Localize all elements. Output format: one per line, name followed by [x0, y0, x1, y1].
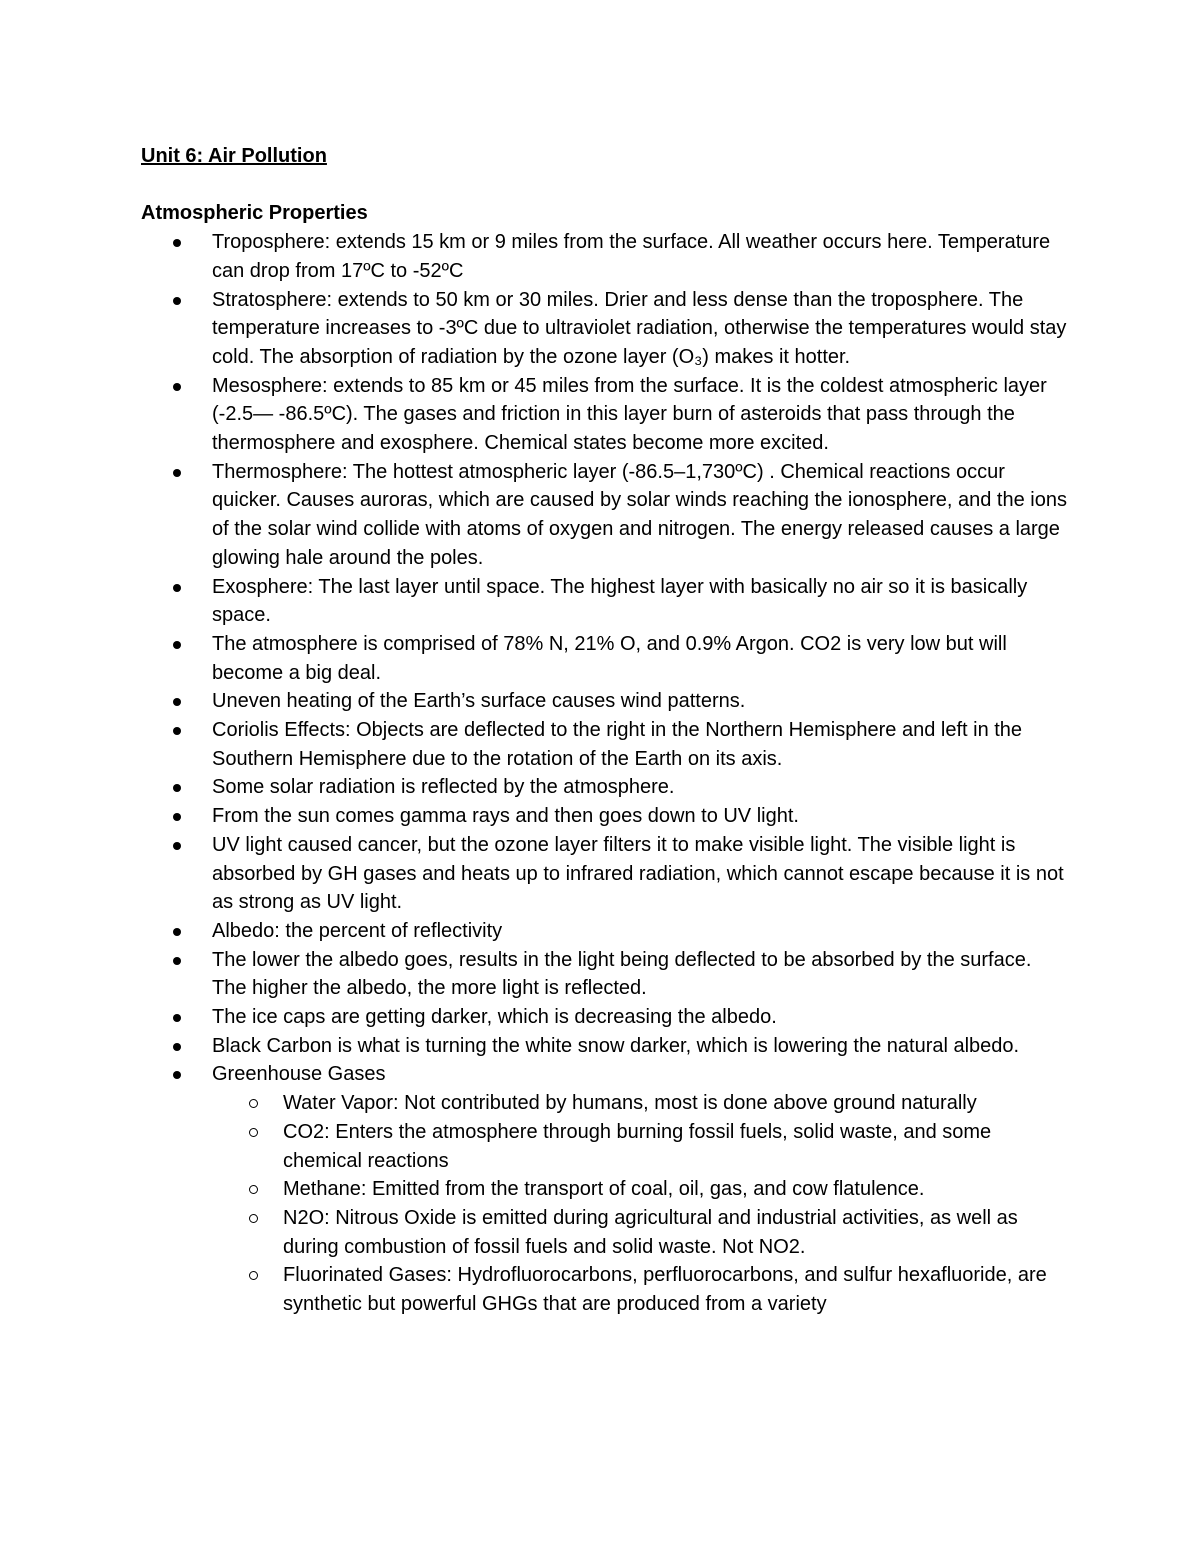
list-item-text: Exosphere: The last layer until space. The highest layer with basically no air so it is basically space.	[212, 575, 1028, 627]
sub-list-item	[212, 1175, 1071, 1204]
list-item-text: Coriolis Effects: Objects are deflected to the right in the Northern Hemisphere and left in the Southern Hemisphere due to the rotation of the Earth on its axis.	[212, 719, 1023, 770]
bullet-icon	[173, 1071, 181, 1079]
bullet-icon	[173, 957, 181, 965]
list-item	[141, 1032, 1071, 1061]
list-item	[141, 802, 1071, 831]
bullet-list	[141, 228, 1071, 1319]
bullet-icon	[173, 1014, 181, 1022]
page-title: Unit 6: Air Pollution	[141, 145, 327, 167]
bullet-icon	[173, 928, 181, 936]
sub-list-item-text: Methane: Emitted from the transport of coal, oil, gas, and cow flatulence.	[283, 1178, 925, 1201]
bullet-icon	[173, 784, 181, 792]
list-item	[141, 228, 1071, 285]
list-item	[141, 1003, 1071, 1032]
section-heading: Atmospheric Properties	[141, 202, 368, 225]
list-item-text: Thermosphere: The hottest atmospheric layer (-86.5–1,730ºC) . Chemical reactions occur quicker. Causes auroras, which are caused by solar winds reaching the ionosphere, and the ions of the solar wind collide with atoms of oxygen and nitrogen. The energy released causes a large glowing hale around the poles.	[212, 460, 1067, 569]
list-item	[141, 286, 1071, 372]
list-item-text: Uneven heating of the Earth’s surface causes wind patterns.	[212, 690, 746, 713]
bullet-icon	[173, 584, 181, 592]
bullet-icon	[173, 727, 181, 735]
bullet-icon	[173, 297, 181, 305]
document-body	[141, 142, 1071, 1319]
list-item	[141, 716, 1071, 773]
bullet-icon	[173, 641, 181, 649]
list-item-text: Troposphere: extends 15 km or 9 miles from the surface. All weather occurs here. Temperature can drop from 17ºC to -52ºC	[212, 231, 1051, 282]
sub-list-item-text: Water Vapor: Not contributed by humans, most is done above ground naturally	[283, 1092, 977, 1115]
list-item	[141, 630, 1071, 687]
sub-list-item-text: Fluorinated Gases: Hydrofluorocarbons, perfluorocarbons, and sulfur hexafluoride, are synthetic but powerful GHGs that are produced from a variety	[283, 1264, 1047, 1316]
bullet-icon	[173, 383, 181, 391]
list-item	[141, 831, 1071, 917]
bullet-icon	[173, 813, 181, 821]
hollow-bullet-icon	[249, 1185, 258, 1194]
bullet-icon	[173, 239, 181, 247]
list-item	[141, 917, 1071, 946]
bullet-icon	[173, 698, 181, 706]
list-item-text: Black Carbon is what is turning the white snow darker, which is lowering the natural albedo.	[212, 1034, 1020, 1057]
hollow-bullet-icon	[249, 1128, 258, 1137]
list-item	[141, 573, 1071, 630]
sub-list-item	[212, 1261, 1071, 1318]
sub-list-item	[212, 1118, 1071, 1175]
list-item-text: Stratosphere: extends to 50 km or 30 miles. Drier and less dense than the troposphere. The temperature increases to -3ºC due to ultraviolet radiation, otherwise the temperatures would stay cold. The absorption of radiation by the ozone layer (O₃) makes it hotter.	[212, 288, 1067, 368]
sub-list-item-text: N2O: Nitrous Oxide is emitted during agricultural and industrial activities, as well as during combustion of fossil fuels and solid waste. Not NO2.	[283, 1207, 1018, 1258]
hollow-bullet-icon	[249, 1099, 258, 1108]
hollow-bullet-icon	[249, 1214, 258, 1223]
list-item-text: The ice caps are getting darker, which is decreasing the albedo.	[212, 1006, 777, 1029]
list-item	[141, 458, 1071, 573]
sub-list-item	[212, 1089, 1071, 1118]
list-item-text: Greenhouse Gases	[212, 1063, 386, 1086]
hollow-bullet-icon	[249, 1271, 258, 1280]
list-item-text: From the sun comes gamma rays and then goes down to UV light.	[212, 805, 799, 828]
list-item	[141, 946, 1071, 1003]
greenhouse-gases-sublist	[212, 1089, 1071, 1319]
list-item-text: The lower the albedo goes, results in the light being deflected to be absorbed by the surface. The higher the albedo, the more light is reflected.	[212, 948, 1032, 1000]
list-item-greenhouse-gases	[141, 1060, 1071, 1318]
list-item	[141, 687, 1071, 716]
list-item-text: Albedo: the percent of reflectivity	[212, 919, 503, 942]
list-item-text: Mesosphere: extends to 85 km or 45 miles from the surface. It is the coldest atmospheric layer (-2.5— -86.5ºC). The gases and friction in this layer burn of asteroids that pass through the thermosphere and exosphere. Chemical states become more excited.	[212, 374, 1047, 455]
list-item-text: UV light caused cancer, but the ozone layer filters it to make visible light. The visible light is absorbed by GH gases and heats up to infrared radiation, which cannot escape because it is not as strong as UV light.	[212, 833, 1064, 914]
bullet-icon	[173, 842, 181, 850]
list-item-text: The atmosphere is comprised of 78% N, 21% O, and 0.9% Argon. CO2 is very low but will become a big deal.	[212, 632, 1007, 684]
list-item	[141, 372, 1071, 458]
list-item-text: Some solar radiation is reflected by the atmosphere.	[212, 776, 675, 799]
sub-list-item	[212, 1204, 1071, 1261]
sub-list-item-text: CO2: Enters the atmosphere through burning fossil fuels, solid waste, and some chemical reactions	[283, 1120, 992, 1172]
bullet-icon	[173, 469, 181, 477]
bullet-icon	[173, 1043, 181, 1051]
list-item	[141, 773, 1071, 802]
